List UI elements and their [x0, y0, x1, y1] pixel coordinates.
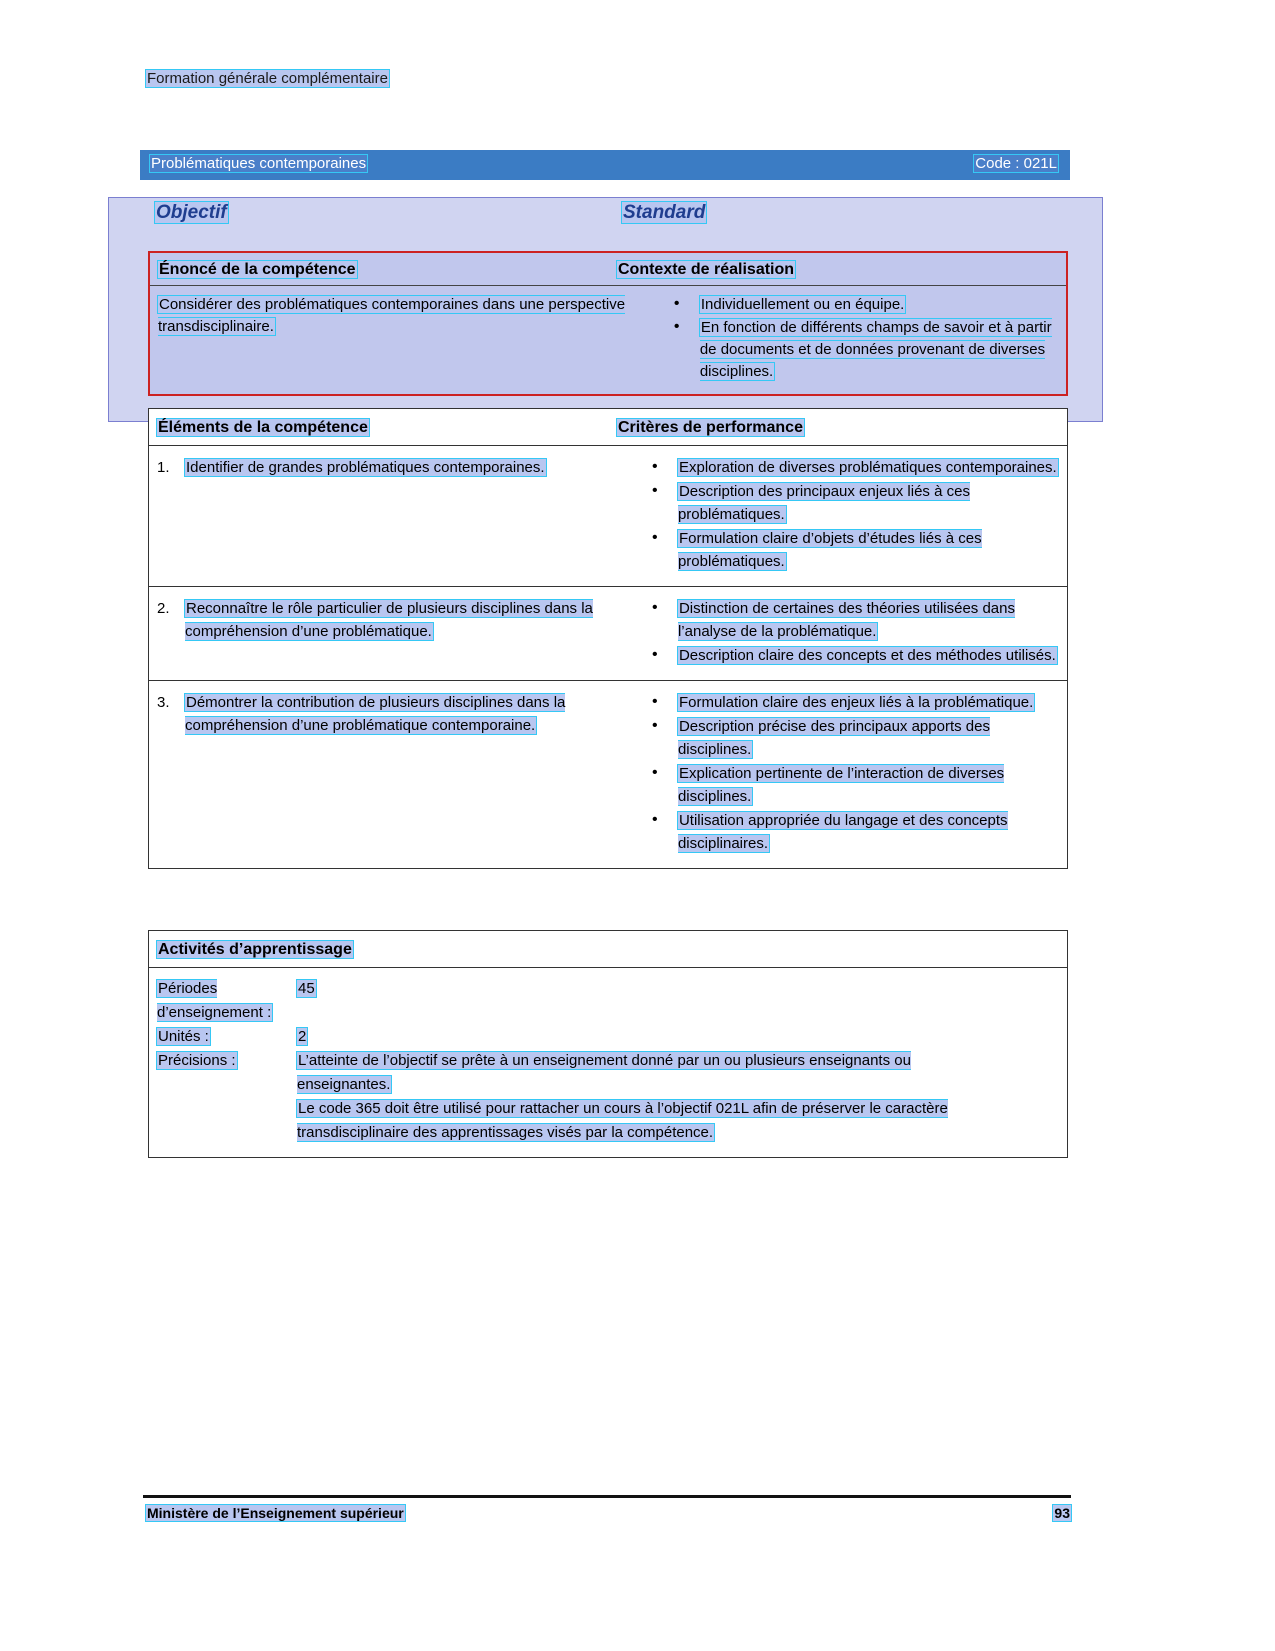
course-title-text: Problématiques contemporaines	[151, 155, 367, 172]
list-item: • Description claire des concepts et des méthodes utilisés.	[644, 644, 1067, 667]
running-head-text: Formation générale complémentaire	[147, 70, 388, 87]
competence-statement-text: Considérer des problématiques contemporaines dans une perspective transdisciplinaire.	[158, 296, 626, 335]
criteria-cell	[626, 691, 1067, 856]
elements-header-left-text: Éléments de la compétence	[158, 419, 368, 436]
element-text: Démontrer la contribution de plusieurs disciplines dans la compréhension d’une problématique contemporaine.	[185, 694, 566, 734]
list-item: • Utilisation appropriée du langage et des concepts disciplinaires.	[644, 809, 1067, 855]
element-number: 1.	[157, 459, 170, 476]
elements-table-header	[149, 409, 1067, 446]
footer-divider	[143, 1495, 1071, 1498]
element-cell	[149, 456, 626, 574]
competence-context	[648, 294, 1066, 384]
standard-heading-text: Standard	[623, 202, 706, 223]
list-item: • Individuellement ou en équipe.	[666, 294, 1066, 316]
units-label: Unités :	[158, 1028, 209, 1045]
running-head	[146, 70, 389, 87]
element-text: Reconnaître le rôle particulier de plusieurs disciplines dans la compréhension d’une problématique.	[185, 600, 593, 640]
table-row	[149, 446, 1067, 587]
context-list	[648, 294, 1066, 383]
elements-header-right	[617, 419, 1067, 437]
criteria-cell	[626, 597, 1067, 668]
list-item: • Formulation claire des enjeux liés à la problématique.	[644, 691, 1067, 714]
list-item: • Formulation claire d’objets d’études liés à ces problématiques.	[644, 527, 1067, 573]
course-title-bar	[140, 150, 1070, 180]
learning-activities-table	[148, 930, 1068, 1158]
precisions-paragraph-2: Le code 365 doit être utilisé pour rattacher un cours à l’objectif 021L afin de préserver le caractère transdisciplinaire des apprentissages visés par la compétence.	[297, 1100, 948, 1141]
competence-header-right-text: Contexte de réalisation	[617, 261, 795, 278]
course-title	[150, 155, 367, 172]
competence-table-body	[150, 286, 1066, 394]
standard-heading	[622, 202, 706, 224]
precisions-label: Précisions :	[158, 1052, 236, 1069]
elements-header-left	[149, 419, 617, 437]
precisions-line	[157, 1049, 1067, 1145]
objectif-heading-text: Objectif	[156, 202, 227, 223]
periods-label: Périodes d’enseignement :	[157, 980, 272, 1021]
activities-heading-text: Activités d’apprentissage	[158, 941, 352, 958]
criteria-list	[626, 597, 1067, 667]
competence-header-left-text: Énoncé de la compétence	[159, 261, 356, 278]
list-item: • Explication pertinente de l’interaction de diverses disciplines.	[644, 762, 1067, 808]
periods-value: 45	[298, 980, 315, 997]
footer-page-number-text: 93	[1054, 1505, 1070, 1521]
element-cell	[149, 691, 626, 856]
footer-ministry	[146, 1505, 405, 1521]
list-item: • Description des principaux enjeux liés à ces problématiques.	[644, 480, 1067, 526]
competence-header-left	[150, 261, 617, 279]
elements-header-right-text: Critères de performance	[618, 419, 803, 436]
competence-statement	[150, 294, 648, 384]
competence-table	[148, 251, 1068, 396]
activities-body	[149, 968, 1067, 1157]
element-text: Identifier de grandes problématiques contemporaines.	[186, 459, 545, 476]
list-item: • Description précise des principaux apports des disciplines.	[644, 715, 1067, 761]
competence-table-header	[150, 253, 1066, 286]
units-value: 2	[298, 1028, 307, 1045]
precisions-value	[297, 1049, 997, 1145]
elements-criteria-table	[148, 408, 1068, 869]
criteria-cell	[626, 456, 1067, 574]
objectif-heading	[155, 202, 228, 224]
element-cell	[149, 597, 626, 668]
units-line	[157, 1025, 1067, 1049]
competence-header-right	[617, 261, 1066, 279]
criteria-list	[626, 456, 1067, 573]
list-item: • Exploration de diverses problématiques contemporaines.	[644, 456, 1067, 479]
footer-page-number	[1053, 1505, 1071, 1521]
list-item: • Distinction de certaines des théories utilisées dans l’analyse de la problématique.	[644, 597, 1067, 643]
precisions-paragraph-1: L’atteinte de l’objectif se prête à un enseignement donné par un ou plusieurs enseignants ou enseignantes.	[297, 1052, 911, 1093]
element-number: 2.	[157, 600, 170, 617]
criteria-list	[626, 691, 1067, 855]
table-row	[149, 587, 1067, 681]
element-number: 3.	[157, 694, 170, 711]
activities-heading	[149, 931, 1067, 968]
periods-line	[157, 977, 1067, 1025]
course-code-text: Code : 021L	[975, 155, 1057, 172]
footer-ministry-text: Ministère de l’Enseignement supérieur	[147, 1505, 404, 1521]
list-item: • En fonction de différents champs de savoir et à partir de documents et de données provenant de diverses disciplines.	[666, 317, 1066, 383]
course-code	[974, 155, 1058, 172]
table-row	[149, 681, 1067, 868]
